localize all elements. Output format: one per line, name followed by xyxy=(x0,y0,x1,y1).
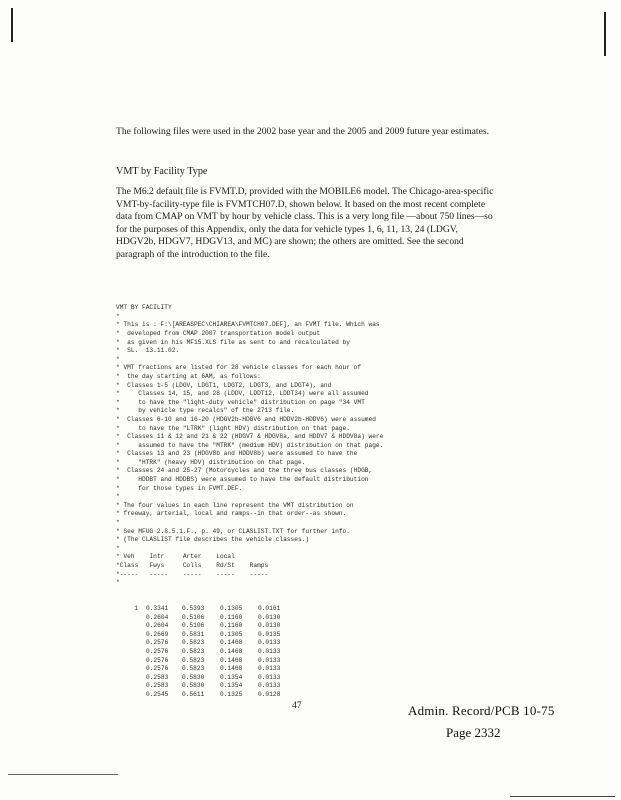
file-header-line: * Classes 24 and 25-27 (Motorcycles and the three bus classes (HDGB, xyxy=(116,467,373,475)
file-header-line: VMT BY FACILITY xyxy=(116,304,172,312)
table-cell-rdst: 0.1468 xyxy=(220,647,243,655)
file-header-lines xyxy=(116,304,516,588)
table-cell-colls: 0.5823 xyxy=(182,656,205,664)
file-header-line: * Classes 1-5 (LDGV, LDGT1, LDGT2, LDGT3, and LDGT4), and xyxy=(116,381,332,389)
table-cell-colls: 0.5830 xyxy=(182,673,205,681)
table-row xyxy=(116,614,516,623)
table-cell-colls: 0.5393 xyxy=(182,604,205,612)
page-stamp: Page 2332 xyxy=(446,725,501,740)
file-header-line: * VMT fractions are listed for 28 vehicle classes for each hour of xyxy=(116,364,362,372)
table-cell-colls: 0.5830 xyxy=(182,682,205,690)
table-row xyxy=(116,691,516,700)
table-cell-ramps: 0.0130 xyxy=(258,622,281,630)
table-row xyxy=(116,674,516,683)
table-row xyxy=(116,665,516,674)
file-header-line: * SL. 13.11.02. xyxy=(116,347,180,355)
file-header-line: *----- ----- ----- ----- ----- xyxy=(116,570,269,578)
file-header-line: * xyxy=(116,579,120,587)
table-row xyxy=(116,648,516,657)
table-row xyxy=(116,657,516,666)
file-header-line: * "HTRK" (heavy HDV) distribution on that page. xyxy=(116,458,306,466)
file-header-line: * by vehicle type recalcs" of the 2713 file. xyxy=(116,407,295,415)
table-cell-ramps: 0.0135 xyxy=(258,630,281,638)
file-header-line: * for those types in FVMT.DEF. xyxy=(116,484,243,492)
intro-paragraph: The following files were used in the 2002 base year and the 2005 and 2009 future year estimates. xyxy=(116,126,489,137)
file-header-line: * (The CLASLIST file describes the vehicle classes.) xyxy=(116,536,310,544)
table-cell-colls: 0.5831 xyxy=(182,630,205,638)
file-header-line: * Classes 14, 15, and 28 (LDDV, LDDT12, LDDT34) were all assumed xyxy=(116,390,369,398)
section-heading: VMT by Facility Type xyxy=(116,166,208,177)
file-listing xyxy=(116,287,516,717)
table-cell-ramps: 0.0161 xyxy=(258,604,281,612)
file-header-line: * xyxy=(116,519,120,527)
table-row xyxy=(116,605,516,614)
file-header-line: * Veh Intr Arter Local xyxy=(116,553,235,561)
table-cell-colls: 0.5823 xyxy=(182,639,205,647)
table-cell-ramps: 0.0133 xyxy=(258,673,281,681)
table-cell-fwys: 0.2669 xyxy=(146,630,169,638)
table-cell-fwys: 0.2604 xyxy=(146,613,169,621)
file-header-line: * This is : F:\[AREASPEC\CHIAREA\FVMTCH07.DEF], an FVMT file. Which was xyxy=(116,321,380,329)
table-cell-fwys: 0.2576 xyxy=(146,639,169,647)
table-cell-ramps: 0.0133 xyxy=(258,682,281,690)
table-cell-fwys: 0.2583 xyxy=(146,682,169,690)
table-cell-rdst: 0.1468 xyxy=(220,656,243,664)
vmt-data-table xyxy=(116,605,516,700)
scan-edge-line xyxy=(8,774,118,775)
scan-edge-mark xyxy=(604,12,606,56)
table-cell-ramps: 0.0128 xyxy=(258,690,281,698)
table-cell-ramps: 0.0130 xyxy=(258,613,281,621)
file-header-line: * xyxy=(116,493,120,501)
table-row xyxy=(116,682,516,691)
file-header-line: * to have the "light-duty vehicle" distribution on page "34 VMT xyxy=(116,398,365,406)
table-row xyxy=(116,622,516,631)
table-row xyxy=(116,639,516,648)
table-cell-fwys: 0.2604 xyxy=(146,622,169,630)
table-cell-colls: 0.5823 xyxy=(182,647,205,655)
file-header-line: * developed from CMAP 2007 transportation model output xyxy=(116,329,321,337)
table-cell-rdst: 0.1325 xyxy=(220,690,243,698)
file-header-line: * xyxy=(116,355,120,363)
table-cell-rdst: 0.1160 xyxy=(220,622,243,630)
table-cell-colls: 0.5106 xyxy=(182,622,205,630)
file-header-line: * HDDBT and HDDBS) were assumed to have the default distribution xyxy=(116,476,369,484)
body-paragraph: The M6.2 default file is FVMT.D, provided with the MOBILE6 model. The Chicago-area-specific VMT-by-facility-type file is FVMTCH07.D, shown below. It based on the most recent complete data from CMAP on VMT by hour by vehicle class. This is a very long file —about 750 lines—so for the purposes of this Appendix, only the data for vehicle types 1, 6, 11, 13, 24 (LDGV, HDGV2b, HDGV7, HDGV13, and MC) are shown; the others are omitted. See the second paragraph of the introduction to the file. xyxy=(116,186,494,260)
table-cell-colls: 0.5823 xyxy=(182,665,205,673)
file-header-line: * freeway, arterial, local and ramps--in that order--as shown. xyxy=(116,510,347,518)
table-cell-rdst: 0.1468 xyxy=(220,665,243,673)
table-cell-rdst: 0.1305 xyxy=(220,604,243,612)
table-cell-rdst: 0.1468 xyxy=(220,639,243,647)
file-header-line: * to have the "LTRK" (light HDV) distribution on that page. xyxy=(116,424,350,432)
table-cell-colls: 0.5611 xyxy=(182,690,205,698)
table-cell-fwys: 0.2576 xyxy=(146,665,169,673)
file-header-line: * The four values in each line represent the VMT distribution on xyxy=(116,501,354,509)
admin-record-stamp: Admin. Record/PCB 10-75 xyxy=(408,703,555,718)
file-header-line: * xyxy=(116,312,120,320)
file-header-line: * Classes 6-10 and 16-20 (HDGV2b-HDGV6 and HDDV2b-HDDV6) were assumed xyxy=(116,415,376,423)
scan-edge-mark xyxy=(11,8,13,42)
table-cell-rdst: 0.1354 xyxy=(220,673,243,681)
table-cell-rdst: 0.1305 xyxy=(220,630,243,638)
table-cell-fwys: 0.2576 xyxy=(146,647,169,655)
table-cell-fwys: 0.2583 xyxy=(146,673,169,681)
table-cell-fwys: 0.2545 xyxy=(146,690,169,698)
table-cell-colls: 0.5106 xyxy=(182,613,205,621)
file-header-line: * as given in his MF15.XLS file as sent to and recalculated by xyxy=(116,338,350,346)
page-number: 47 xyxy=(292,700,302,711)
table-cell-ramps: 0.0133 xyxy=(258,647,281,655)
file-header-line: * assumed to have the "MTRK" (medium HDV) distribution on that page. xyxy=(116,441,384,449)
table-cell-rdst: 0.1160 xyxy=(220,613,243,621)
table-cell-rdst: 0.1354 xyxy=(220,682,243,690)
file-header-line: * the day starting at 6AM, as follows: xyxy=(116,372,261,380)
file-header-line: * See MFUG 2.8.5.1.F., p. 49, or CLASLIST.TXT for further info. xyxy=(116,527,350,535)
table-cell-fwys: 0.3341 xyxy=(146,604,169,612)
table-cell-ramps: 0.0133 xyxy=(258,656,281,664)
scan-edge-line xyxy=(510,796,615,797)
table-cell-fwys: 0.2576 xyxy=(146,656,169,664)
table-cell-veh-class: 1 xyxy=(134,604,138,612)
file-header-line: * xyxy=(116,544,120,552)
file-header-line: *Class Fwys Colls Rd/St Ramps xyxy=(116,562,269,569)
table-cell-ramps: 0.0133 xyxy=(258,665,281,673)
table-row xyxy=(116,631,516,640)
file-header-line: * Classes 13 and 23 (HDGV8b and HDDV8b) were assumed to have the xyxy=(116,450,358,458)
table-cell-ramps: 0.0133 xyxy=(258,639,281,647)
file-header-line: * Classes 11 & 12 and 21 & 22 (HDGV7 & HDGV8a, and HDDV7 & HDDV8a) were xyxy=(116,433,384,441)
